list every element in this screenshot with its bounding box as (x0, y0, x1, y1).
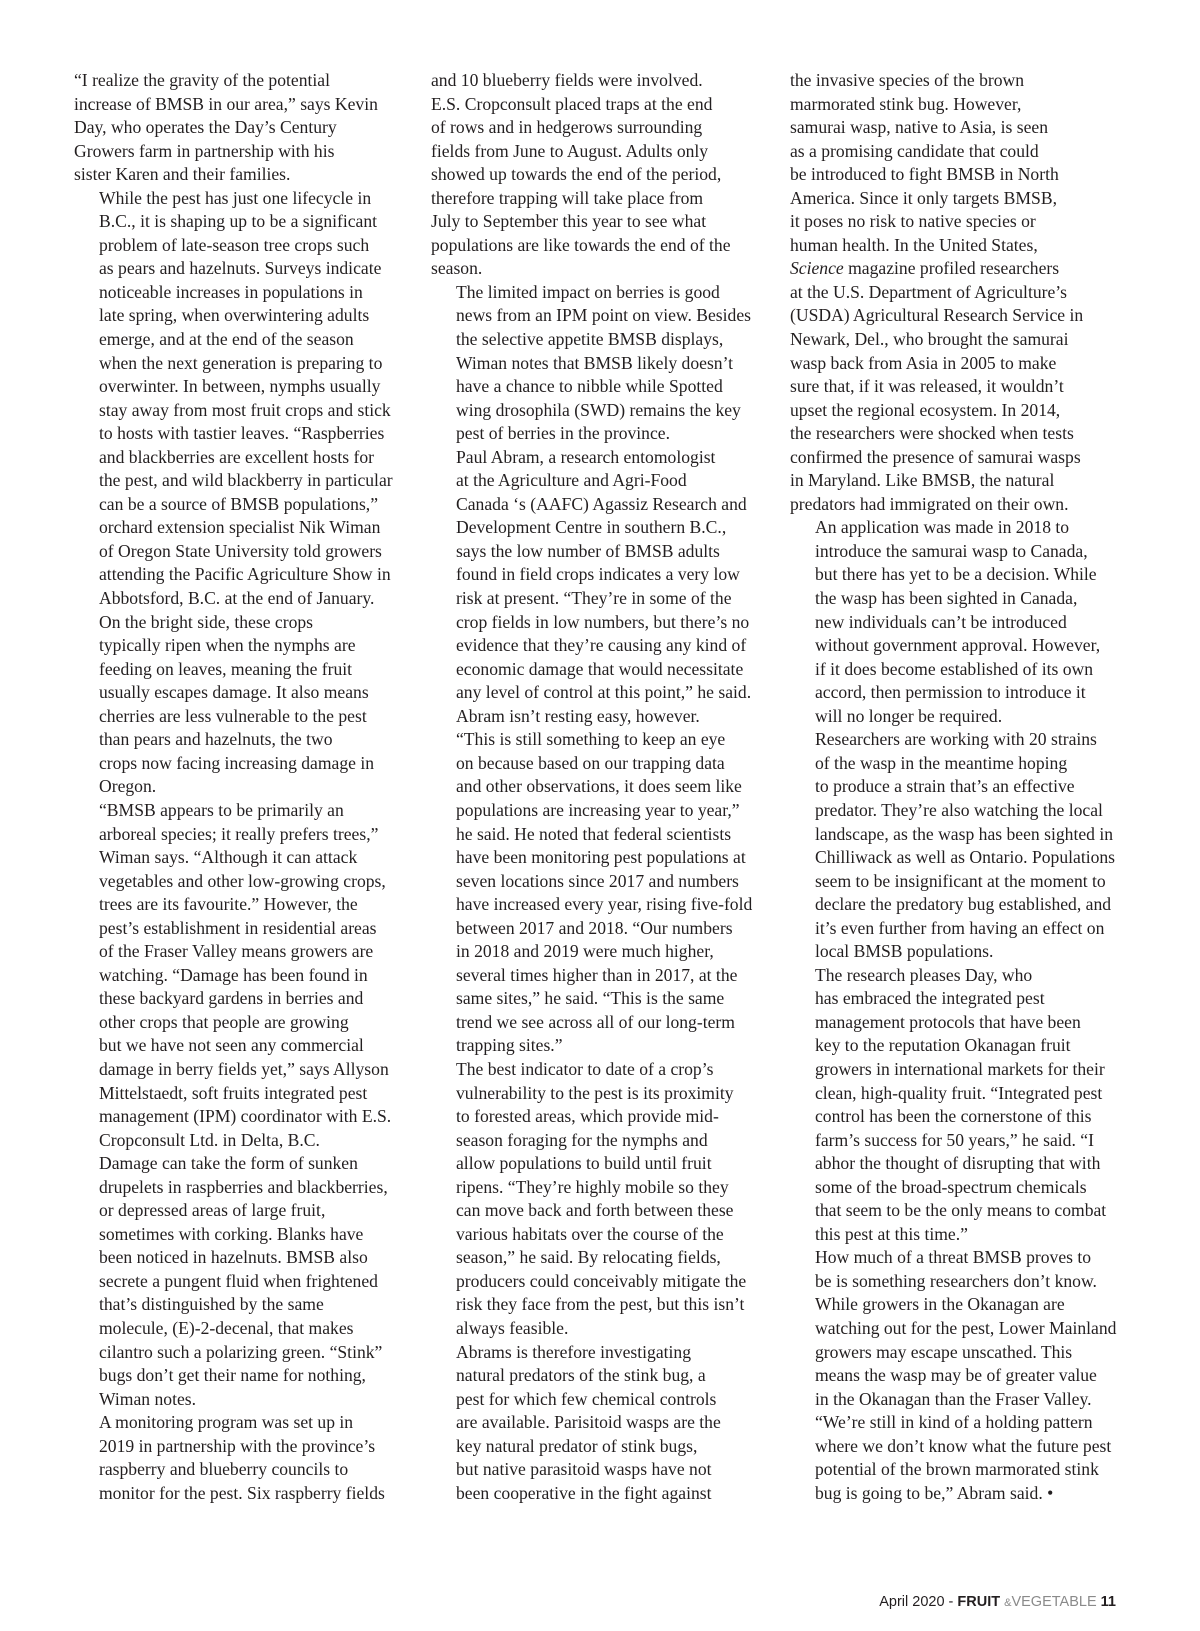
text-line: but native parasitoid wasps have not (456, 1459, 712, 1480)
text-line: key to the reputation Okanagan fruit (815, 1035, 1071, 1056)
text-line: as pears and hazelnuts. Surveys indicate (99, 258, 382, 279)
text-line: upset the regional ecosystem. In 2014, (790, 399, 1061, 420)
text-line: attending the Pacific Agriculture Show in (99, 564, 391, 585)
text-line: news from an IPM point on view. Besides (456, 305, 751, 326)
text-line: stay away from most fruit crops and stick (99, 399, 391, 420)
text-line: confirmed the presence of samurai wasps (790, 446, 1081, 467)
text-line: orchard extension specialist Nik Wiman (99, 517, 381, 538)
text-line: have a chance to nibble while Spotted (456, 376, 723, 397)
article-paragraph (74, 799, 408, 1152)
text-line: that’s distinguished by the same (99, 1294, 324, 1315)
text-line: Paul Abram, a research entomologist (456, 446, 716, 467)
text-line: have been monitoring pest populations at (456, 847, 746, 868)
text-line: marmorated stink bug. However, (790, 93, 1022, 114)
footer-magazine-ampersand: & (1004, 1597, 1012, 1609)
article-paragraph (74, 611, 408, 799)
text-line: “I realize the gravity of the potential (74, 70, 330, 90)
text-line: key natural predator of stink bugs, (456, 1435, 698, 1456)
text-line: 2019 in partnership with the province’s (99, 1435, 376, 1456)
text-line: usually escapes damage. It also means (99, 682, 369, 703)
text-line: human health. In the United States, (790, 234, 1038, 255)
article-paragraph (790, 69, 1124, 516)
text-line: populations are like towards the end of the (431, 234, 731, 255)
text-line: An application was made in 2018 to (815, 517, 1070, 538)
footer-issue-date: April 2020 - (879, 1594, 958, 1610)
text-line: Abrams is therefore investigating (456, 1341, 692, 1362)
footer-page-number: 11 (1100, 1594, 1116, 1610)
text-line: always feasible. (456, 1317, 569, 1338)
text-line: this pest at this time.” (815, 1223, 968, 1244)
article-paragraph (74, 1411, 408, 1505)
article-column-2 (431, 69, 765, 1505)
text-line: various habitats over the course of the (456, 1223, 724, 1244)
text-line: Canada ‘s (AAFC) Agassiz Research and (456, 493, 747, 514)
article-paragraph (431, 1341, 765, 1506)
article-paragraph (790, 1246, 1124, 1505)
text-line: of rows and in hedgerows surrounding (431, 117, 703, 138)
text-line: at the Agriculture and Agri-Food (456, 470, 687, 491)
text-line: “BMSB appears to be primarily an (99, 799, 344, 820)
text-line: it’s even further from having an effect on (815, 917, 1105, 938)
text-line: and blackberries are excellent hosts for (99, 446, 375, 467)
article-paragraph (790, 516, 1124, 728)
text-line: A monitoring program was set up in (99, 1412, 354, 1433)
text-line: are available. Parisitoid wasps are the (456, 1412, 721, 1433)
text-line: ripens. “They’re highly mobile so they (456, 1176, 729, 1197)
text-line: if it does become established of its own (815, 658, 1094, 679)
text-line: emerge, and at the end of the season (99, 329, 354, 350)
text-line: predator. They’re also watching the local (815, 799, 1103, 820)
text-line: “We’re still in kind of a holding pattern (815, 1412, 1093, 1433)
text-line: he said. He noted that federal scientists (456, 823, 732, 844)
text-line: natural predators of the stink bug, a (456, 1365, 706, 1386)
article-column-3 (790, 69, 1124, 1505)
text-line: means the wasp may be of greater value (815, 1365, 1097, 1386)
text-line: late spring, when overwintering adults (99, 305, 370, 326)
text-line: Chilliwack as well as Ontario. Populations (815, 847, 1116, 868)
text-line: increase of BMSB in our area,” says Kevin (74, 93, 378, 114)
text-line: be is something researchers don’t know. (815, 1270, 1097, 1291)
text-line: Day, who operates the Day’s Century (74, 117, 337, 138)
text-line: Development Centre in southern B.C., (456, 517, 727, 538)
text-line: Science magazine profiled researchers (790, 258, 1060, 279)
text-line: some of the broad-spectrum chemicals (815, 1176, 1087, 1197)
text-line: The research pleases Day, who (815, 964, 1033, 985)
text-line: farm’s success for 50 years,” he said. “I (815, 1129, 1094, 1150)
text-line: control has been the cornerstone of this (815, 1106, 1092, 1127)
text-line: growers may escape unscathed. This (815, 1341, 1073, 1362)
text-line: Cropconsult Ltd. in Delta, B.C. (99, 1129, 320, 1150)
text-line: showed up towards the end of the period, (431, 164, 722, 185)
text-line: it poses no risk to native species or (790, 211, 1036, 232)
text-line: seven locations since 2017 and numbers (456, 870, 739, 891)
text-line: Oregon. (99, 776, 157, 797)
text-line: trapping sites.” (456, 1035, 563, 1056)
article-paragraph (74, 187, 408, 611)
text-line: at the U.S. Department of Agriculture’s (790, 281, 1068, 302)
text-line: Abbotsford, B.C. at the end of January. (99, 588, 375, 609)
text-line: have increased every year, rising five-fold (456, 894, 753, 915)
text-line: The best indicator to date of a crop’s (456, 1058, 714, 1079)
text-line: crops now facing increasing damage in (99, 752, 375, 773)
text-line: be introduced to fight BMSB in North (790, 164, 1059, 185)
text-line: introduce the samurai wasp to Canada, (815, 540, 1088, 561)
article-paragraph (74, 69, 408, 187)
text-line: in 2018 and 2019 were much higher, (456, 941, 714, 962)
text-line: pest’s establishment in residential areas (99, 917, 377, 938)
text-line: problem of late-season tree crops such (99, 234, 370, 255)
text-line: raspberry and blueberry councils to (99, 1459, 349, 1480)
footer-magazine-vegetable: VEGETABLE (1011, 1594, 1097, 1610)
text-line: local BMSB populations. (815, 941, 994, 962)
text-line: any level of control at this point,” he said. (456, 682, 752, 703)
text-line: bugs don’t get their name for nothing, (99, 1365, 366, 1386)
text-line: damage in berry fields yet,” says Allyson (99, 1058, 389, 1079)
text-line: bug is going to be,” Abram said. • (815, 1482, 1054, 1503)
text-line: cilantro such a polarizing green. “Stink” (99, 1341, 383, 1362)
text-line: Wiman says. “Although it can attack (99, 847, 358, 868)
text-line: of the Fraser Valley means growers are (99, 941, 374, 962)
text-line: watching. “Damage has been found in (99, 964, 368, 985)
text-line: sister Karen and their families. (74, 164, 291, 185)
text-line: wasp back from Asia in 2005 to make (790, 352, 1057, 373)
text-line: the selective appetite BMSB displays, (456, 329, 724, 350)
text-line: While growers in the Okanagan are (815, 1294, 1065, 1315)
text-line: economic damage that would necessitate (456, 658, 744, 679)
text-line: will no longer be required. (815, 705, 1003, 726)
text-line: noticeable increases in populations in (99, 281, 363, 302)
text-line: but we have not seen any commercial (99, 1035, 364, 1056)
text-line: where we don’t know what the future pest (815, 1435, 1112, 1456)
text-line: growers in international markets for their (815, 1058, 1105, 1079)
text-line: sure that, if it was released, it wouldn’t (790, 376, 1064, 397)
text-line: fields from June to August. Adults only (431, 140, 709, 161)
text-line: predators had immigrated on their own. (790, 493, 1069, 514)
text-line: Abram isn’t resting easy, however. (456, 705, 700, 726)
text-line: allow populations to build until fruit (456, 1153, 712, 1174)
text-line: several times higher than in 2017, at the (456, 964, 738, 985)
page-footer (879, 1594, 1116, 1610)
text-line: as a promising candidate that could (790, 140, 1039, 161)
text-line: vulnerability to the pest is its proximity (456, 1082, 734, 1103)
text-line: watching out for the pest, Lower Mainland (815, 1317, 1117, 1338)
text-line: On the bright side, these crops (99, 611, 314, 632)
text-line: the wasp has been sighted in Canada, (815, 588, 1078, 609)
text-line: E.S. Cropconsult placed traps at the end (431, 93, 713, 114)
text-line: accord, then permission to introduce it (815, 682, 1086, 703)
text-line: the researchers were shocked when tests (790, 423, 1074, 444)
text-line: B.C., it is shaping up to be a significant (99, 211, 378, 232)
text-line: July to September this year to see what (431, 211, 707, 232)
text-line: wing drosophila (SWD) remains the key (456, 399, 741, 420)
text-line: season,” he said. By relocating fields, (456, 1247, 721, 1268)
text-line: cherries are less vulnerable to the pest (99, 705, 367, 726)
text-line: has embraced the integrated pest (815, 988, 1045, 1009)
text-line: risk at present. “They’re in some of the (456, 588, 732, 609)
text-line: in the Okanagan than the Fraser Valley. (815, 1388, 1092, 1409)
text-line: can move back and forth between these (456, 1200, 734, 1221)
text-line: than pears and hazelnuts, the two (99, 729, 333, 750)
text-line: management (IPM) coordinator with E.S. (99, 1106, 392, 1127)
text-line: secrete a pungent fluid when frightened (99, 1270, 378, 1291)
text-line: evidence that they’re causing any kind of (456, 635, 747, 656)
text-line: vegetables and other low-growing crops, (99, 870, 386, 891)
text-line: overwinter. In between, nymphs usually (99, 376, 381, 397)
text-line: been cooperative in the fight against (456, 1482, 712, 1503)
article-column-1 (74, 69, 408, 1505)
text-line: without government approval. However, (815, 635, 1101, 656)
text-line: management protocols that have been (815, 1011, 1081, 1032)
article-paragraph (431, 446, 765, 705)
text-line: when the next generation is preparing to (99, 352, 383, 373)
text-line: but there has yet to be a decision. While (815, 564, 1097, 585)
text-line: crop fields in low numbers, but there’s no (456, 611, 750, 632)
text-line: clean, high-quality fruit. “Integrated pest (815, 1082, 1103, 1103)
text-line: of the wasp in the meantime hoping (815, 752, 1068, 773)
article-paragraph (74, 1152, 408, 1411)
text-line: Growers farm in partnership with his (74, 140, 335, 161)
text-line: “This is still something to keep an eye (456, 729, 726, 750)
text-line: declare the predatory bug established, and (815, 894, 1112, 915)
text-line: molecule, (E)-2-decenal, that makes (99, 1317, 354, 1338)
text-line: same sites,” he said. “This is the same (456, 988, 725, 1009)
text-line: Wiman notes that BMSB likely doesn’t (456, 352, 734, 373)
text-line: arboreal species; it really prefers trees,” (99, 823, 379, 844)
text-line: season foraging for the nymphs and (456, 1129, 708, 1150)
article-paragraph (431, 705, 765, 1058)
text-line: in Maryland. Like BMSB, the natural (790, 470, 1055, 491)
text-line: trees are its favourite.” However, the (99, 894, 358, 915)
text-line: abhor the thought of disrupting that with (815, 1153, 1101, 1174)
text-line: to produce a strain that’s an effective (815, 776, 1075, 797)
text-line: feeding on leaves, meaning the fruit (99, 658, 353, 679)
text-line: to hosts with tastier leaves. “Raspberries (99, 423, 385, 444)
text-line: trend we see across all of our long-term (456, 1011, 735, 1032)
article-paragraph (790, 964, 1124, 1247)
text-line: producers could conceivably mitigate the (456, 1270, 747, 1291)
text-line: America. Since it only targets BMSB, (790, 187, 1057, 208)
article-paragraph (431, 281, 765, 446)
text-line: the invasive species of the brown (790, 70, 1025, 90)
text-line: sometimes with corking. Blanks have (99, 1223, 364, 1244)
text-line: these backyard gardens in berries and (99, 988, 364, 1009)
text-line: season. (431, 258, 483, 279)
text-line: on because based on our trapping data (456, 752, 725, 773)
text-line: Newark, Del., who brought the samurai (790, 329, 1069, 350)
footer-magazine-fruit: FRUIT (957, 1594, 1001, 1610)
article-paragraph (790, 728, 1124, 963)
text-line: and other observations, it does seem like (456, 776, 742, 797)
text-line: says the low number of BMSB adults (456, 540, 720, 561)
text-line: seem to be insignificant at the moment to (815, 870, 1106, 891)
text-line: and 10 blueberry fields were involved. (431, 70, 703, 90)
text-line: (USDA) Agricultural Research Service in (790, 305, 1084, 326)
text-line: or depressed areas of large fruit, (99, 1200, 326, 1221)
text-line: other crops that people are growing (99, 1011, 349, 1032)
text-line: landscape, as the wasp has been sighted in (815, 823, 1114, 844)
text-line: of Oregon State University told growers (99, 540, 382, 561)
text-line: to forested areas, which provide mid- (456, 1106, 719, 1127)
text-line: The limited impact on berries is good (456, 281, 720, 302)
article-paragraph (431, 1058, 765, 1341)
text-line: therefore trapping will take place from (431, 187, 704, 208)
text-line: Wiman notes. (99, 1388, 197, 1409)
text-line: can be a source of BMSB populations,” (99, 493, 379, 514)
text-line: Researchers are working with 20 strains (815, 729, 1097, 750)
text-line: Damage can take the form of sunken (99, 1153, 358, 1174)
text-line: been noticed in hazelnuts. BMSB also (99, 1247, 368, 1268)
text-line: typically ripen when the nymphs are (99, 635, 356, 656)
text-line: drupelets in raspberries and blackberries, (99, 1176, 388, 1197)
text-line: found in field crops indicates a very low (456, 564, 740, 585)
text-line: How much of a threat BMSB proves to (815, 1247, 1092, 1268)
text-line: between 2017 and 2018. “Our numbers (456, 917, 733, 938)
text-line: that seem to be the only means to combat (815, 1200, 1107, 1221)
text-line: new individuals can’t be introduced (815, 611, 1067, 632)
article-paragraph (431, 69, 765, 281)
text-line: samurai wasp, native to Asia, is seen (790, 117, 1048, 138)
text-line: potential of the brown marmorated stink (815, 1459, 1099, 1480)
text-line: Mittelstaedt, soft fruits integrated pest (99, 1082, 368, 1103)
text-line: risk they face from the pest, but this isn’t (456, 1294, 745, 1315)
text-line: pest for which few chemical controls (456, 1388, 717, 1409)
text-line: monitor for the pest. Six raspberry fields (99, 1482, 385, 1503)
text-line: populations are increasing year to year,” (456, 799, 740, 820)
text-line: the pest, and wild blackberry in particular (99, 470, 393, 491)
text-line: pest of berries in the province. (456, 423, 670, 444)
text-line: While the pest has just one lifecycle in (99, 187, 372, 208)
